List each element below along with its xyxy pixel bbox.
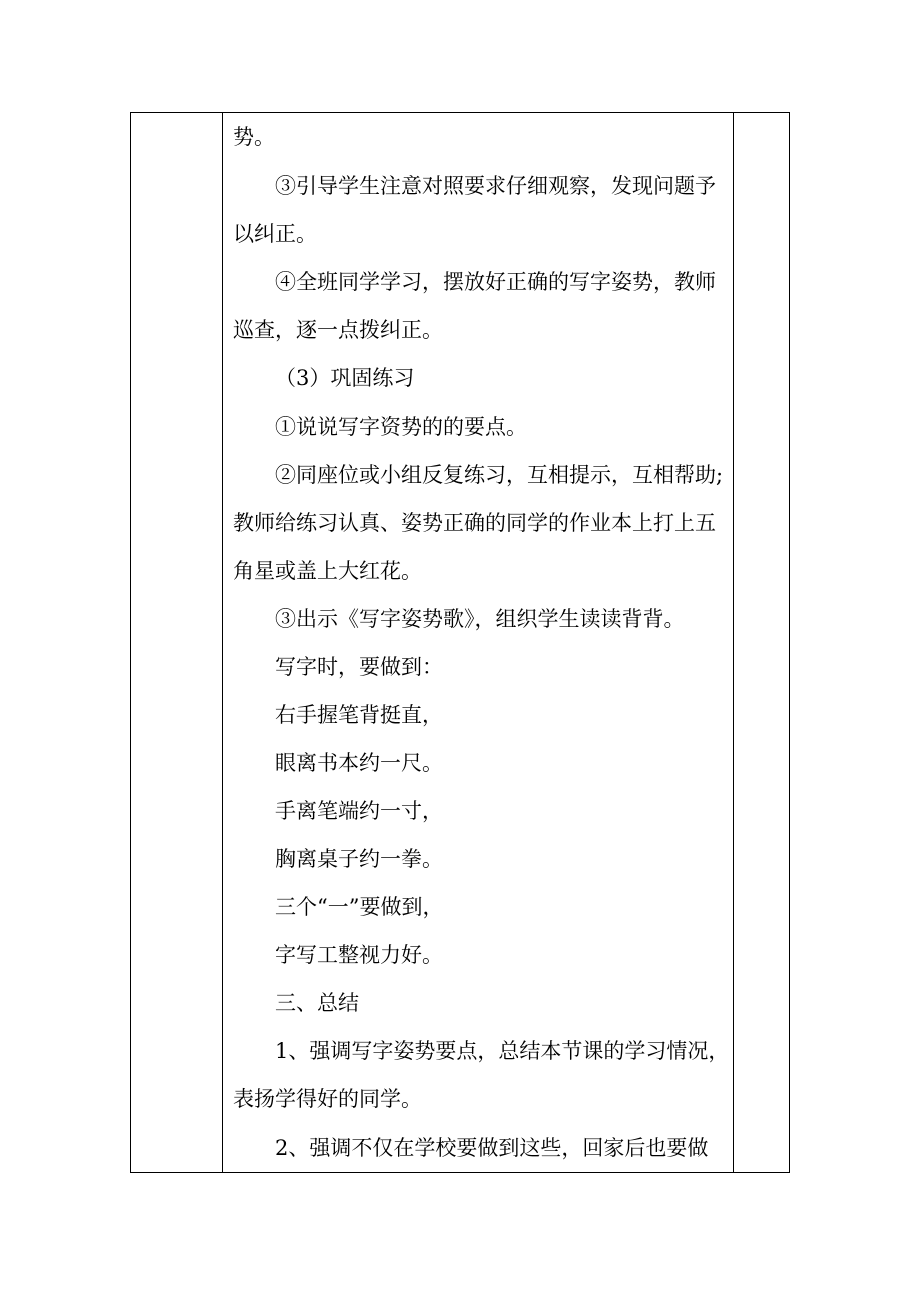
text-line: 字写工整视力好。 (275, 943, 443, 967)
text-line: ③出示《写字姿势歌》，组织学生读读背背。 (275, 607, 685, 631)
text-line: 以纠正。 (233, 222, 317, 246)
text-line: 三个“一”要做到， (275, 895, 444, 919)
text-line: 教师给练习认真、姿势正确的同学的作业本上打上五 (233, 511, 716, 535)
text-line: 表扬学得好的同学。 (233, 1087, 422, 1111)
text-line: 右手握笔背挺直， (275, 703, 443, 727)
text-line: 1、强调写字姿势要点，总结本节课的学习情况， (275, 1039, 730, 1063)
lesson-plan-table (130, 112, 790, 1173)
text-line: （3）巩固练习 (275, 366, 415, 390)
text-line: ④全班同学学习，摆放好正确的写字姿势，教师 (275, 270, 716, 294)
text-line: ②同座位或小组反复练习，互相提示，互相帮助; (275, 463, 724, 487)
text-line: 写字时，要做到： (275, 655, 443, 679)
table-content-cell (223, 113, 734, 1172)
text-line: 势。 (233, 125, 275, 149)
text-line: 巡查，逐一点拨纠正。 (233, 318, 443, 342)
table-left-column (131, 113, 223, 1172)
text-line: 三、总结 (275, 991, 359, 1015)
table-right-column (733, 113, 789, 1172)
text-line: 手离笔端约一寸， (275, 799, 443, 823)
text-line: 2、强调不仅在学校要做到这些，回家后也要做 (275, 1136, 709, 1160)
text-line: ③引导学生注意对照要求仔细观察，发现问题予 (275, 174, 716, 198)
text-line: 胸离桌子约一拳。 (275, 847, 443, 871)
text-line: 眼离书本约一尺。 (275, 751, 443, 775)
text-line: ①说说写字资势的的要点。 (275, 415, 527, 439)
text-line: 角星或盖上大红花。 (233, 559, 422, 583)
